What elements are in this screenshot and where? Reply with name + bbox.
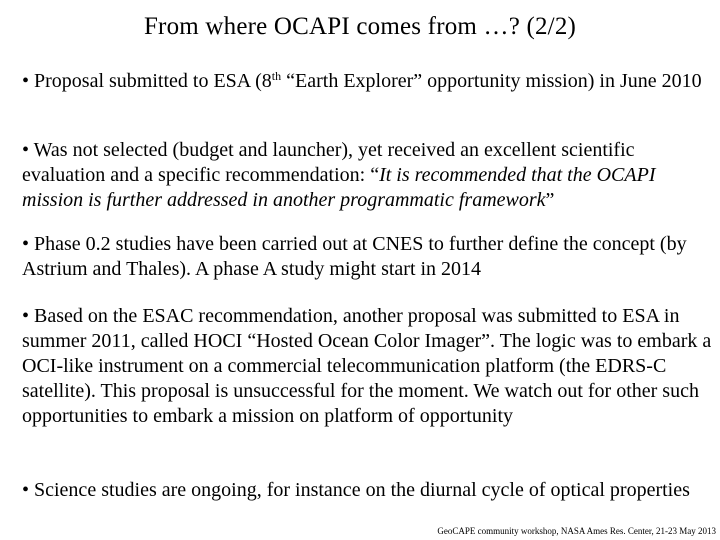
footer-citation: GeoCAPE community workshop, NASA Ames Res. Center, 21-23 May 2013 bbox=[437, 526, 716, 536]
bullet-not-selected-text-end: ” bbox=[545, 189, 555, 211]
bullet-esac-recommendation: • Based on the ESAC recommendation, another proposal was submitted to ESA in summer 2011, called HOCI “Hosted Ocean Color Imager”. The logic was to embark a OCI-like instrument on a commercial telecommunication platform (the EDRS-C satellite). This proposal is unsuccessful for the moment. We watch out for other such opportunities to embark a mission on platform of opportunity bbox=[22, 305, 712, 427]
recommendation-quote: It is recommended that the OCAPI mission is further addressed in another programmatic framework bbox=[22, 164, 656, 211]
bullet-science-studies: • Science studies are ongoing, for instance on the diurnal cycle of optical properties bbox=[22, 479, 690, 501]
bullet-proposal-text-start: • Proposal submitted to ESA (8 bbox=[22, 70, 272, 92]
bullet-proposal-submitted bbox=[22, 69, 712, 94]
ordinal-superscript: th bbox=[271, 69, 282, 83]
bullet-not-selected bbox=[22, 138, 712, 213]
slide-title: From where OCAPI comes from …? (2/2) bbox=[143, 13, 577, 40]
bullet-proposal-text-end: “Earth Explorer” opportunity mission) in June 2010 bbox=[281, 70, 702, 92]
bullet-phase-studies: • Phase 0.2 studies have been carried out at CNES to further define the concept (by Astrium and Thales). A phase A study might start in 2014 bbox=[22, 233, 687, 280]
bullet-not-selected-text-start: • Was not selected (budget and launcher), yet received an excellent scientific evaluation and a specific recommendation: “ bbox=[22, 139, 635, 186]
